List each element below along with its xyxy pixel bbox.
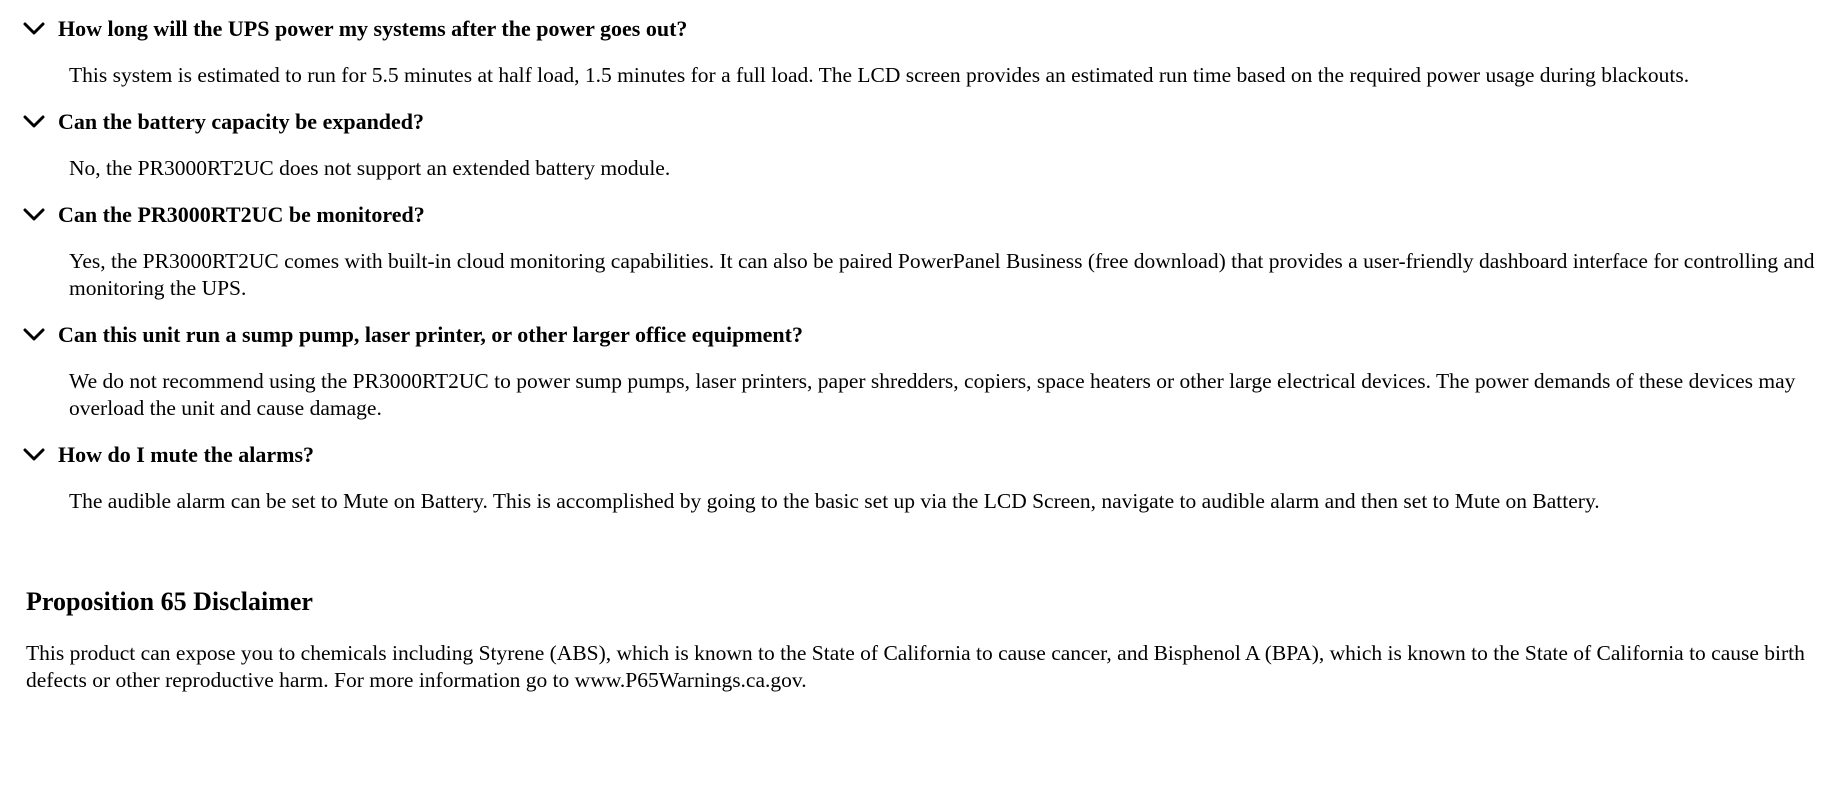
chevron-down-icon	[22, 323, 46, 347]
faq-question-toggle[interactable]	[0, 438, 1843, 472]
faq-question-text: How long will the UPS power my systems after the power goes out?	[58, 16, 688, 41]
chevron-down-icon	[22, 17, 46, 41]
faq-question-text: How do I mute the alarms?	[58, 442, 315, 467]
faq-question-text: Can the PR3000RT2UC be monitored?	[58, 202, 425, 227]
faq-question-toggle[interactable]	[0, 198, 1843, 232]
faq-item	[0, 12, 1843, 105]
chevron-down-icon	[22, 443, 46, 467]
chevron-down-icon	[22, 203, 46, 227]
faq-item	[0, 438, 1843, 531]
faq-question-text: Can this unit run a sump pump, laser printer, or other larger office equipment?	[58, 322, 803, 347]
faq-question-toggle[interactable]	[0, 318, 1843, 352]
prop65-text: This product can expose you to chemicals including Styrene (ABS), which is known to the State of California to cause cancer, and Bisphenol A (BPA), which is known to the State of California to cause birth defects or other reproductive harm. For more information go to www.P65Warnings.ca.gov.	[26, 641, 1805, 692]
prop65-title: Proposition 65 Disclaimer	[26, 587, 313, 616]
faq-item	[0, 198, 1843, 318]
faq-answer: No, the PR3000RT2UC does not support an extended battery module.	[69, 156, 671, 180]
prop65-section	[0, 586, 1843, 694]
faq-item	[0, 318, 1843, 438]
faq-question-toggle[interactable]	[0, 12, 1843, 46]
faq-question-text: Can the battery capacity be expanded?	[58, 109, 425, 134]
chevron-down-icon	[22, 110, 46, 134]
faq-question-toggle[interactable]	[0, 105, 1843, 139]
faq-answer: This system is estimated to run for 5.5 minutes at half load, 1.5 minutes for a full load. The LCD screen provides an estimated run time based on the required power usage during blackouts.	[69, 63, 1690, 87]
faq-answer: The audible alarm can be set to Mute on Battery. This is accomplished by going to the basic set up via the LCD Screen, navigate to audible alarm and then set to Mute on Battery.	[69, 489, 1600, 513]
faq-item	[0, 105, 1843, 198]
faq-answer: We do not recommend using the PR3000RT2UC to power sump pumps, laser printers, paper shredders, copiers, space heaters or other large electrical devices. The power demands of these devices may overload the unit and cause damage.	[69, 369, 1796, 420]
faq-answer: Yes, the PR3000RT2UC comes with built-in cloud monitoring capabilities. It can also be paired PowerPanel Business (free download) that provides a user-friendly dashboard interface for controlling and monitoring the UPS.	[69, 249, 1815, 300]
